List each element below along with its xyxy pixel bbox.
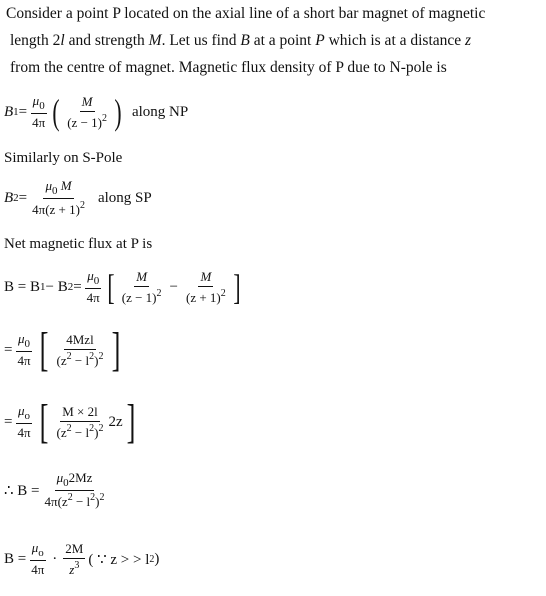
equation-step-1: = $\frac{\mu_0}{4\pi}$ [ $\frac{\text{4Mzl}}{(z^2 - l^2)^2}$ ] bbox=[4, 323, 121, 376]
equation-step-2: = $\frac{\mu_o}{4\pi}$ [ $\frac{M \times 2l}{(z^2 - l^2)^2}$ 2z ] bbox=[4, 395, 135, 448]
label-net: Net magnetic flux at P is bbox=[4, 236, 153, 252]
equation-result: ∴ B = $\frac{\mu_02Mz}{4\pi(z^2 - l^2)^2}$ bbox=[4, 470, 105, 509]
equation-net: B = B 1 − B 2 = $\frac{\mu_0}{4\pi}$ [ $\frac{M}{(z - 1)^2}$ − $\frac{M}{(z + 1)^2}$ ] bbox=[4, 267, 241, 307]
equation-b2: B 2 = $\frac{\mu_0 M}{4\pi(z + 1)^2}$ along SP bbox=[4, 178, 152, 217]
equation-b1: B 1 = $\frac{\mu_0}{4\pi}$ ( $\frac{M}{(z - 1)^2}$ ) along NP bbox=[4, 92, 189, 132]
intro-line-3: from the centre of magnet. Magnetic flux density of P due to N-pole is bbox=[10, 59, 447, 76]
equation-final: B = $\frac{\mu_o}{4\pi}$ · $\frac{2M}{z^3}$ ( ∵ z > > l 2 ) bbox=[4, 540, 160, 577]
intro-paragraph bbox=[6, 0, 540, 81]
intro-line-1: Consider a point P located on the axial line of a short bar magnet of magnetic bbox=[6, 5, 486, 22]
intro-line-2: length 2l and strength M. Let us find B at a point P which is at a distance z bbox=[10, 32, 472, 49]
label-similarly: Similarly on S-Pole bbox=[4, 150, 123, 166]
